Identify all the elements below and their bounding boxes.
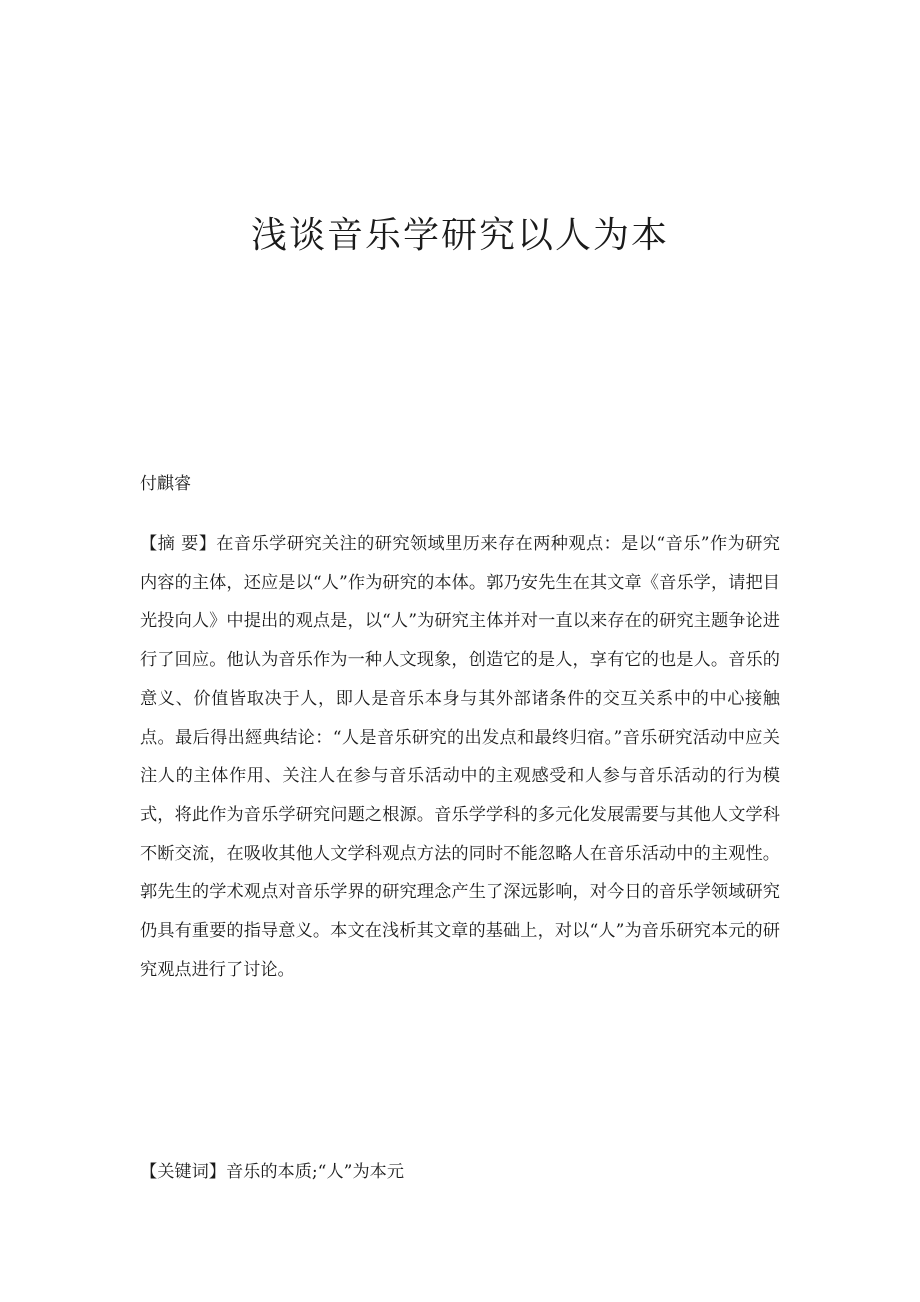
document-title: 浅谈音乐学研究以人为本 [250, 215, 669, 256]
keywords-text: 音乐的本质;“人”为本元 [225, 1162, 405, 1182]
author-name: 付麒睿 [140, 474, 191, 494]
keywords-label: 【关键词】 [140, 1162, 226, 1182]
abstract-label: 【摘 要】 [140, 534, 217, 554]
abstract-paragraph [140, 525, 780, 989]
abstract-text: 在音乐学研究关注的研究领域里历来存在两种观点：是以“音乐”作为研究内容的主体，还应是以“人”作为研究的本体。郭乃安先生在其文章《音乐学，请把目光投向人》中提出的观点是，以“人”为研究主体并对一直以来存在的研究主题争论进行了回应。他认为音乐作为一种人文现象，创造它的是人，享有它的也是人。音乐的意义、价值皆取决于人，即人是音乐本身与其外部诸条件的交互关系中的中心接触点。最后得出經典结论：“人是音乐研究的出发点和最终归宿。”音乐研究活动中应关注人的主体作用、关注人在参与音乐活动中的主观感受和人参与音乐活动的行为模式，将此作为音乐学研究问题之根源。音乐学学科的多元化发展需要与其他人文学科不断交流，在吸收其他人文学科观点方法的同时不能忽略人在音乐活动中的主观性。郭先生的学术观点对音乐学界的研究理念产生了深远影响，对今日的音乐学领域研究仍具有重要的指导意义。本文在浅析其文章的基础上，对以“人”为音乐研究本元的研究观点进行了讨论。 [140, 534, 780, 980]
keywords-paragraph [140, 1157, 780, 1187]
